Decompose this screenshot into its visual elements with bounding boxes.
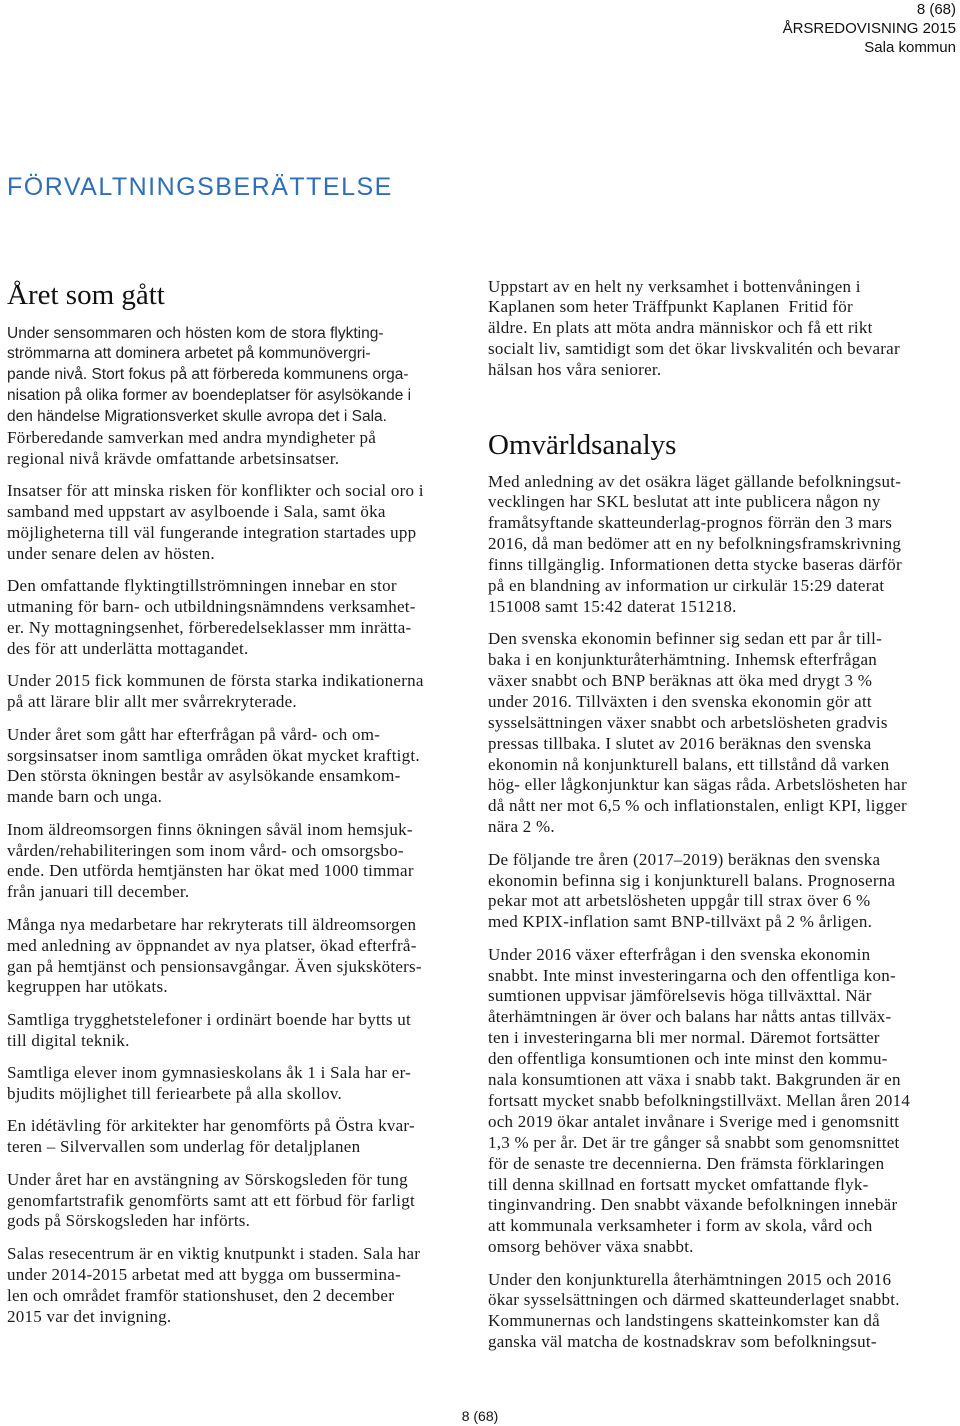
text-line: Samtliga elever inom gymnasieskolans åk 1 i Sala har er- xyxy=(7,1063,412,1083)
text-line: ende. Den utförda hemtjänsten har ökat med 1000 timmar xyxy=(7,861,414,881)
text-line: 2015 var det invigning. xyxy=(7,1306,172,1326)
text-line: Under den konjunkturella återhämtningen 2015 och 2016 xyxy=(488,1269,892,1289)
page-number-footer: 8 (68) xyxy=(461,1408,499,1424)
text-line: gan på hemtjänst och pensionsavgångar. Även sjuksköters- xyxy=(7,956,422,976)
text-line: Under året som gått har efterfrågan på vård- och om- xyxy=(7,724,381,744)
paragraph xyxy=(488,945,953,1258)
text-line: finns tillgänglig. Informationen detta stycke baseras därför xyxy=(488,555,902,575)
text-line: gods på Sörskogsleden har införts. xyxy=(7,1211,251,1231)
text-line: Uppstart av en helt ny verksamhet i bottenvåningen i xyxy=(488,276,861,296)
text-line: Salas resecentrum är en viktig knutpunkt i staden. Sala har xyxy=(7,1243,421,1263)
paragraph xyxy=(7,1116,457,1158)
paragraph xyxy=(488,850,953,934)
text-line: sumtionen uppvisar jämförelsevis höga tillväxttal. När xyxy=(488,986,872,1006)
text-line: omsorg behöver växa snabbt. xyxy=(488,1237,694,1257)
text-line: samband med uppstart av asylboende i Sala, samt öka xyxy=(7,502,386,522)
text-line: mande barn och unga. xyxy=(7,787,163,807)
text-line: snabbt. Inte minst investeringarna och den offentliga kon- xyxy=(488,965,896,985)
text-line: En idétävling för arkitekter har genomförts på Östra kvar- xyxy=(7,1116,415,1136)
text-line: vecklingen har SKL beslutat att inte publicera någon ny xyxy=(488,492,881,512)
text-line: återhämtningen är över och balans har nåtts antas tillväx- xyxy=(488,1007,892,1027)
header-organization: Sala kommun xyxy=(864,39,956,56)
paragraph xyxy=(7,820,457,904)
text-line: ganska väl matcha de kostnadskrav som befolkningsut- xyxy=(488,1332,877,1352)
paragraph xyxy=(7,1010,457,1052)
text-line: Under sensommaren och hösten kom de stora flykting- xyxy=(7,324,384,342)
header-report-title: ÅRSREDOVISNING 2015 xyxy=(782,20,956,37)
right-column-intro xyxy=(488,277,953,393)
page-header xyxy=(783,0,956,57)
text-line: 151008 samt 15:42 daterat 151218. xyxy=(488,596,737,616)
text-line: den händelse Migrationsverket skulle avropa det i Sala. xyxy=(7,408,387,426)
section-title: FÖRVALTNINGSBERÄTTELSE xyxy=(7,173,393,201)
text-line: hälsan hos våra seniorer. xyxy=(488,360,662,380)
paragraph xyxy=(7,576,457,660)
text-line: genomfartstrafik genomförts samt att ett förbud för farligt xyxy=(7,1190,415,1210)
text-line: från januari till december. xyxy=(7,882,190,902)
paragraph xyxy=(488,472,953,618)
text-line: len och området framför stationshuset, den 2 december xyxy=(7,1285,395,1305)
text-line: sorgsinsatser inom samtliga områden ökat mycket kraftigt. xyxy=(7,745,420,765)
text-line: Samtliga trygghetstelefoner i ordinärt boende har bytts ut xyxy=(7,1009,411,1029)
text-line: äldre. En plats att möta andra människor och få ett rikt xyxy=(488,318,873,338)
text-line: baka i en konjunkturåterhämtning. Inhemsk efterfrågan xyxy=(488,650,878,670)
text-line: Den största ökningen består av asylsökande ensamkom- xyxy=(7,766,401,786)
text-line: kegruppen har utökats. xyxy=(7,977,168,997)
text-line: ekonomin befinna sig i konjunkturell balans. Prognoserna xyxy=(488,870,896,890)
text-line: med KPIX-inflation samt BNP-tillväxt på 2 % årligen. xyxy=(488,912,873,932)
left-column xyxy=(7,324,457,1339)
text-line: tinginvandring. Den snabbt växande befolkningen innebär xyxy=(488,1195,898,1215)
text-line: pande nivå. Stort fokus på att förbereda kommunens orga- xyxy=(7,366,409,384)
text-line: under senare delen av hösten. xyxy=(7,543,215,563)
text-line: under 2014-2015 arbetat med att bygga om bussermina- xyxy=(7,1264,401,1284)
text-line: pressas tillbaka. I slutet av 2016 beräknas den svenska xyxy=(488,733,872,753)
paragraph xyxy=(7,324,457,470)
left-heading: Året som gått xyxy=(7,279,165,311)
paragraph xyxy=(488,1270,953,1354)
text-line: Insatser för att minska risken för konflikter och social oro i xyxy=(7,481,424,501)
text-line: Inom äldreomsorgen finns ökningen såväl inom hemsjuk- xyxy=(7,819,413,839)
text-line: den offentliga konsumtionen och inte minst den kommu- xyxy=(488,1049,888,1069)
text-line: med anledning av öppnandet av nya platser, ökad efterfrå- xyxy=(7,935,417,955)
text-line: ökar sysselsättningen och därmed skatteunderlaget snabbt. xyxy=(488,1290,900,1310)
paragraph xyxy=(7,671,457,713)
text-line: Under året har en avstängning av Sörskogsleden för tung xyxy=(7,1169,408,1189)
text-line: och 2019 ökar antalet invånare i Sverige med i genomsnitt xyxy=(488,1111,900,1131)
text-line: Under 2016 växer efterfrågan i den svenska ekonomin xyxy=(488,944,871,964)
text-line: växer snabbt och BNP beräknas att öka med drygt 3 % xyxy=(488,671,873,691)
text-line: till digital teknik. xyxy=(7,1030,130,1050)
text-line: vården/rehabiliteringen som inom vård- och omsorgsbo- xyxy=(7,840,404,860)
text-line: nala konsumtionen att växa i snabb takt. Bakgrunden är en xyxy=(488,1070,901,1090)
text-line: er. Ny mottagningsenhet, förberedelseklasser mm inrätta- xyxy=(7,618,412,638)
text-line: fortsatt mycket snabb befolkningstillväxt. Mellan åren 2014 xyxy=(488,1090,911,1110)
paragraph xyxy=(7,1170,457,1233)
text-line: 1,3 % per år. Det är tre gånger så snabbt som genomsnittet xyxy=(488,1132,900,1152)
text-line: framåtsyftande skatteunderlag-prognos förrän den 3 mars xyxy=(488,513,893,533)
text-line: hög- eller lågkonjunktur kan sägas råda. Arbetslösheten har xyxy=(488,775,907,795)
text-line: utmaning för barn- och utbildningsnämndens verksamhet- xyxy=(7,597,416,617)
text-line: Förberedande samverkan med andra myndigheter på xyxy=(7,427,377,447)
text-line: möjligheterna till väl fungerande integration startades upp xyxy=(7,523,417,543)
text-line: Kommunernas och landstingens skatteinkomster kan då xyxy=(488,1311,880,1331)
text-line: då nått ner mot 6,5 % och inflationstalen, enligt KPI, ligger xyxy=(488,796,907,816)
header-page-number: 8 (68) xyxy=(916,1,956,18)
text-line: att kommunala verksamheter i form av skola, vård och xyxy=(488,1216,873,1236)
text-line: strömmarna att dominera arbetet på kommunövergri- xyxy=(7,345,371,363)
paragraph xyxy=(488,629,953,838)
text-line: till denna skillnad en fortsatt mycket omfattande flyk- xyxy=(488,1174,869,1194)
text-line: bjudits möjlighet till feriearbete på alla skollov. xyxy=(7,1084,343,1103)
text-line: på en blandning av information ur cirkulär 15:29 daterat xyxy=(488,575,885,595)
text-line: Med anledning av det osäkra läget gällande befolkningsut- xyxy=(488,471,902,491)
text-line: på att lärare blir allt mer svårrekryterade. xyxy=(7,692,297,712)
paragraph xyxy=(7,915,457,999)
text-line: 2016, då man bedömer att en ny befolkningsframskrivning xyxy=(488,534,902,554)
text-line: Den omfattande flyktingtillströmningen innebar en stor xyxy=(7,576,397,596)
text-line: regional nivå krävde omfattande arbetsinsatser. xyxy=(7,448,340,468)
paragraph xyxy=(7,1244,457,1328)
text-line: nära 2 %. xyxy=(488,817,555,837)
text-line: Kaplanen som heter Träffpunkt Kaplanen Fritid för xyxy=(488,297,853,317)
paragraph xyxy=(488,277,953,381)
text-line: socialt liv, samtidigt som det ökar livskvalitén och bevarar xyxy=(488,339,900,359)
text-line: för de senaste tre decennierna. Den främsta förklaringen xyxy=(488,1153,885,1173)
paragraph xyxy=(7,725,457,809)
text-line: pekar mot att arbetslösheten uppgår till strax över 6 % xyxy=(488,891,871,911)
paragraph xyxy=(7,481,457,565)
text-line: De följande tre åren (2017–2019) beräknas den svenska xyxy=(488,849,881,869)
text-line: nisation på olika former av boendeplatser för asylsökande i xyxy=(7,387,412,405)
text-line: sysselsättningen växer snabbt och arbetslösheten gradvis xyxy=(488,712,888,732)
text-line: Den svenska ekonomin befinner sig sedan ett par år till- xyxy=(488,629,883,649)
text-line: des för att underlätta mottagandet. xyxy=(7,638,249,658)
text-line: Många nya medarbetare har rekryterats till äldreomsorgen xyxy=(7,914,417,934)
text-line: Under 2015 fick kommunen de första starka indikationerna xyxy=(7,671,424,691)
right-column xyxy=(488,472,953,1365)
text-line: ten i investeringarna bli mer normal. Däremot fortsätter xyxy=(488,1028,880,1048)
text-line: under 2016. Tillväxten i den svenska ekonomin gör att xyxy=(488,691,872,711)
text-line: ekonomin nå konjunkturell balans, ett tillstånd då varken xyxy=(488,754,890,774)
right-heading: Omvärldsanalys xyxy=(488,429,677,461)
text-line: teren – Silvervallen som underlag för detaljplanen xyxy=(7,1137,361,1157)
paragraph xyxy=(7,1063,457,1105)
